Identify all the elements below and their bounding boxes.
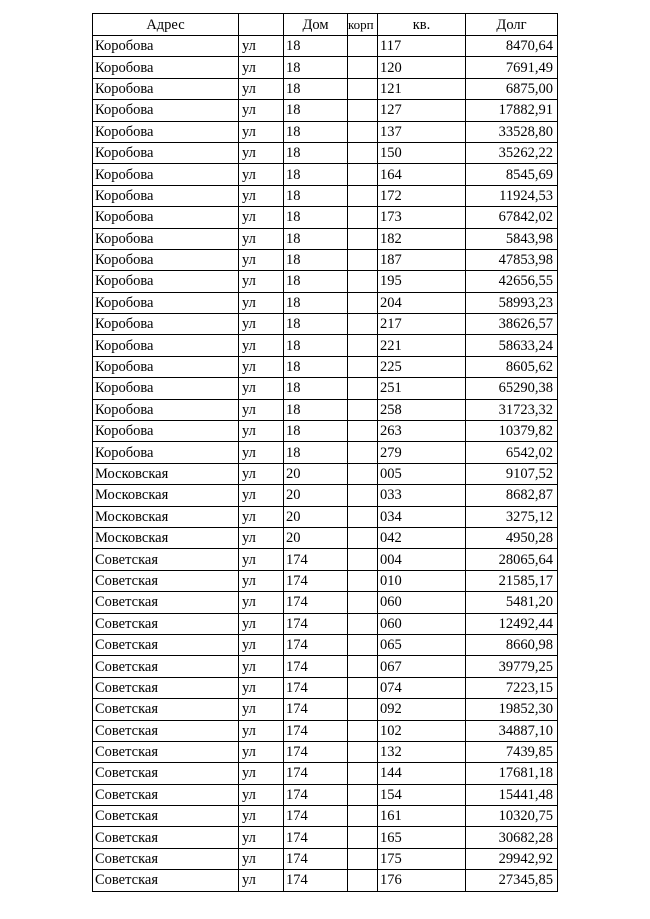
debt-cell: 58633,24 <box>466 335 558 356</box>
debt-cell: 6875,00 <box>466 78 558 99</box>
table-row <box>93 870 558 891</box>
street-type-cell: ул <box>239 806 284 827</box>
table-row <box>93 314 558 335</box>
apartment-cell: 172 <box>378 185 466 206</box>
apartment-cell: 204 <box>378 292 466 313</box>
apartment-cell: 150 <box>378 142 466 163</box>
house-cell: 174 <box>284 656 348 677</box>
debt-cell: 8660,98 <box>466 634 558 655</box>
debt-cell: 10320,75 <box>466 806 558 827</box>
table-row <box>93 549 558 570</box>
street-cell: Коробова <box>93 249 239 270</box>
street-cell: Московская <box>93 463 239 484</box>
apartment-cell: 005 <box>378 463 466 484</box>
street-type-cell: ул <box>239 613 284 634</box>
house-cell: 18 <box>284 57 348 78</box>
table-row <box>93 121 558 142</box>
debt-cell: 17882,91 <box>466 100 558 121</box>
house-cell: 174 <box>284 634 348 655</box>
street-type-cell: ул <box>239 36 284 57</box>
korp-cell <box>348 421 378 442</box>
street-cell: Советская <box>93 549 239 570</box>
korp-cell <box>348 848 378 869</box>
debt-cell: 38626,57 <box>466 314 558 335</box>
table-row <box>93 656 558 677</box>
debt-cell: 5843,98 <box>466 228 558 249</box>
korp-cell <box>348 57 378 78</box>
apartment-cell: 004 <box>378 549 466 570</box>
house-cell: 20 <box>284 485 348 506</box>
street-cell: Коробова <box>93 228 239 249</box>
debt-cell: 65290,38 <box>466 378 558 399</box>
table-row <box>93 827 558 848</box>
street-cell: Советская <box>93 763 239 784</box>
street-type-cell: ул <box>239 549 284 570</box>
apartment-cell: 175 <box>378 848 466 869</box>
debt-table <box>92 13 558 892</box>
table-row <box>93 100 558 121</box>
street-cell: Московская <box>93 527 239 548</box>
street-type-cell: ул <box>239 378 284 399</box>
debt-cell: 27345,85 <box>466 870 558 891</box>
apartment-cell: 217 <box>378 314 466 335</box>
korp-cell <box>348 463 378 484</box>
street-type-cell: ул <box>239 356 284 377</box>
house-cell: 18 <box>284 36 348 57</box>
house-cell: 20 <box>284 506 348 527</box>
table-body <box>93 36 558 892</box>
debt-cell: 6542,02 <box>466 442 558 463</box>
house-cell: 18 <box>284 78 348 99</box>
apartment-cell: 033 <box>378 485 466 506</box>
apartment-cell: 120 <box>378 57 466 78</box>
korp-cell <box>348 806 378 827</box>
street-type-cell: ул <box>239 527 284 548</box>
debt-cell: 10379,82 <box>466 421 558 442</box>
house-cell: 18 <box>284 442 348 463</box>
table-row <box>93 228 558 249</box>
apartment-cell: 074 <box>378 677 466 698</box>
korp-cell <box>348 335 378 356</box>
table-row <box>93 185 558 206</box>
korp-cell <box>348 720 378 741</box>
house-cell: 18 <box>284 399 348 420</box>
table-row <box>93 592 558 613</box>
korp-cell <box>348 314 378 335</box>
apartment-cell: 173 <box>378 207 466 228</box>
street-type-cell: ул <box>239 78 284 99</box>
table-row <box>93 421 558 442</box>
street-cell: Коробова <box>93 292 239 313</box>
debt-cell: 12492,44 <box>466 613 558 634</box>
street-type-cell: ул <box>239 207 284 228</box>
apartment-cell: 065 <box>378 634 466 655</box>
street-cell: Советская <box>93 870 239 891</box>
apartment-cell: 187 <box>378 249 466 270</box>
house-cell: 18 <box>284 207 348 228</box>
street-type-cell: ул <box>239 570 284 591</box>
house-cell: 174 <box>284 699 348 720</box>
header-street-type <box>239 14 284 36</box>
korp-cell <box>348 164 378 185</box>
house-cell: 18 <box>284 142 348 163</box>
korp-cell <box>348 142 378 163</box>
street-cell: Московская <box>93 485 239 506</box>
street-type-cell: ул <box>239 656 284 677</box>
apartment-cell: 060 <box>378 592 466 613</box>
korp-cell <box>348 207 378 228</box>
house-cell: 18 <box>284 314 348 335</box>
korp-cell <box>348 763 378 784</box>
table-row <box>93 677 558 698</box>
street-cell: Коробова <box>93 142 239 163</box>
table-row <box>93 36 558 57</box>
house-cell: 174 <box>284 677 348 698</box>
korp-cell <box>348 78 378 99</box>
table-row <box>93 271 558 292</box>
street-type-cell: ул <box>239 121 284 142</box>
table-header <box>93 14 558 36</box>
korp-cell <box>348 634 378 655</box>
korp-cell <box>348 485 378 506</box>
korp-cell <box>348 356 378 377</box>
street-type-cell: ул <box>239 142 284 163</box>
korp-cell <box>348 827 378 848</box>
debt-cell: 39779,25 <box>466 656 558 677</box>
house-cell: 18 <box>284 164 348 185</box>
street-type-cell: ул <box>239 164 284 185</box>
apartment-cell: 144 <box>378 763 466 784</box>
apartment-cell: 102 <box>378 720 466 741</box>
korp-cell <box>348 271 378 292</box>
apartment-cell: 251 <box>378 378 466 399</box>
korp-cell <box>348 677 378 698</box>
apartment-cell: 258 <box>378 399 466 420</box>
house-cell: 174 <box>284 720 348 741</box>
street-type-cell: ул <box>239 463 284 484</box>
korp-cell <box>348 506 378 527</box>
street-cell: Коробова <box>93 421 239 442</box>
table-row <box>93 78 558 99</box>
debt-cell: 7691,49 <box>466 57 558 78</box>
korp-cell <box>348 613 378 634</box>
apartment-cell: 195 <box>378 271 466 292</box>
house-cell: 174 <box>284 827 348 848</box>
debt-cell: 8682,87 <box>466 485 558 506</box>
table-row <box>93 463 558 484</box>
debt-cell: 17681,18 <box>466 763 558 784</box>
table-row <box>93 485 558 506</box>
street-cell: Коробова <box>93 207 239 228</box>
debt-cell: 30682,28 <box>466 827 558 848</box>
korp-cell <box>348 592 378 613</box>
house-cell: 174 <box>284 763 348 784</box>
street-cell: Коробова <box>93 442 239 463</box>
debt-cell: 7439,85 <box>466 741 558 762</box>
table-row <box>93 806 558 827</box>
header-house: Дом <box>284 14 348 36</box>
street-type-cell: ул <box>239 271 284 292</box>
korp-cell <box>348 292 378 313</box>
street-cell: Коробова <box>93 335 239 356</box>
street-type-cell: ул <box>239 741 284 762</box>
debt-cell: 67842,02 <box>466 207 558 228</box>
house-cell: 20 <box>284 463 348 484</box>
debt-cell: 7223,15 <box>466 677 558 698</box>
street-type-cell: ул <box>239 784 284 805</box>
table-row <box>93 506 558 527</box>
house-cell: 18 <box>284 271 348 292</box>
street-type-cell: ул <box>239 870 284 891</box>
street-cell: Коробова <box>93 356 239 377</box>
debt-cell: 8545,69 <box>466 164 558 185</box>
house-cell: 174 <box>284 870 348 891</box>
street-type-cell: ул <box>239 827 284 848</box>
street-type-cell: ул <box>239 848 284 869</box>
table-row <box>93 784 558 805</box>
korp-cell <box>348 185 378 206</box>
debt-cell: 5481,20 <box>466 592 558 613</box>
korp-cell <box>348 228 378 249</box>
house-cell: 174 <box>284 570 348 591</box>
table-row <box>93 378 558 399</box>
street-type-cell: ул <box>239 314 284 335</box>
table-row <box>93 57 558 78</box>
street-cell: Коробова <box>93 378 239 399</box>
table-row <box>93 720 558 741</box>
house-cell: 20 <box>284 527 348 548</box>
apartment-cell: 042 <box>378 527 466 548</box>
debt-cell: 29942,92 <box>466 848 558 869</box>
korp-cell <box>348 870 378 891</box>
debt-cell: 21585,17 <box>466 570 558 591</box>
debt-cell: 33528,80 <box>466 121 558 142</box>
apartment-cell: 121 <box>378 78 466 99</box>
table-row <box>93 335 558 356</box>
apartment-cell: 221 <box>378 335 466 356</box>
table-row <box>93 292 558 313</box>
house-cell: 174 <box>284 613 348 634</box>
street-type-cell: ул <box>239 634 284 655</box>
house-cell: 18 <box>284 335 348 356</box>
table-row <box>93 613 558 634</box>
korp-cell <box>348 699 378 720</box>
street-type-cell: ул <box>239 185 284 206</box>
house-cell: 18 <box>284 249 348 270</box>
table-row <box>93 741 558 762</box>
korp-cell <box>348 249 378 270</box>
street-type-cell: ул <box>239 292 284 313</box>
house-cell: 18 <box>284 421 348 442</box>
apartment-cell: 067 <box>378 656 466 677</box>
street-cell: Советская <box>93 634 239 655</box>
house-cell: 18 <box>284 100 348 121</box>
korp-cell <box>348 36 378 57</box>
debt-cell: 58993,23 <box>466 292 558 313</box>
street-cell: Советская <box>93 806 239 827</box>
street-type-cell: ул <box>239 592 284 613</box>
street-cell: Коробова <box>93 100 239 121</box>
house-cell: 174 <box>284 806 348 827</box>
header-apartment: кв. <box>378 14 466 36</box>
table-row <box>93 527 558 548</box>
korp-cell <box>348 570 378 591</box>
street-type-cell: ул <box>239 249 284 270</box>
apartment-cell: 137 <box>378 121 466 142</box>
house-cell: 18 <box>284 185 348 206</box>
apartment-cell: 225 <box>378 356 466 377</box>
street-type-cell: ул <box>239 399 284 420</box>
table-row <box>93 570 558 591</box>
street-cell: Советская <box>93 656 239 677</box>
table-row <box>93 164 558 185</box>
street-type-cell: ул <box>239 720 284 741</box>
street-type-cell: ул <box>239 485 284 506</box>
apartment-cell: 161 <box>378 806 466 827</box>
apartment-cell: 127 <box>378 100 466 121</box>
debt-cell: 42656,55 <box>466 271 558 292</box>
street-cell: Коробова <box>93 57 239 78</box>
street-cell: Коробова <box>93 314 239 335</box>
street-cell: Коробова <box>93 78 239 99</box>
street-cell: Советская <box>93 570 239 591</box>
apartment-cell: 132 <box>378 741 466 762</box>
debt-cell: 9107,52 <box>466 463 558 484</box>
street-type-cell: ул <box>239 506 284 527</box>
table-row <box>93 399 558 420</box>
house-cell: 174 <box>284 549 348 570</box>
street-cell: Коробова <box>93 164 239 185</box>
street-cell: Коробова <box>93 185 239 206</box>
table-row <box>93 356 558 377</box>
house-cell: 18 <box>284 228 348 249</box>
street-type-cell: ул <box>239 763 284 784</box>
korp-cell <box>348 100 378 121</box>
street-type-cell: ул <box>239 699 284 720</box>
street-cell: Советская <box>93 784 239 805</box>
house-cell: 174 <box>284 592 348 613</box>
korp-cell <box>348 378 378 399</box>
house-cell: 18 <box>284 356 348 377</box>
debt-cell: 3275,12 <box>466 506 558 527</box>
debt-cell: 19852,30 <box>466 699 558 720</box>
apartment-cell: 034 <box>378 506 466 527</box>
street-type-cell: ул <box>239 100 284 121</box>
debt-cell: 4950,28 <box>466 527 558 548</box>
korp-cell <box>348 549 378 570</box>
table-row <box>93 442 558 463</box>
street-cell: Коробова <box>93 271 239 292</box>
apartment-cell: 010 <box>378 570 466 591</box>
apartment-cell: 164 <box>378 164 466 185</box>
apartment-cell: 176 <box>378 870 466 891</box>
korp-cell <box>348 121 378 142</box>
street-type-cell: ул <box>239 421 284 442</box>
table-row <box>93 142 558 163</box>
table-row <box>93 249 558 270</box>
korp-cell <box>348 741 378 762</box>
house-cell: 18 <box>284 121 348 142</box>
korp-cell <box>348 527 378 548</box>
street-cell: Советская <box>93 592 239 613</box>
debt-cell: 15441,48 <box>466 784 558 805</box>
table-row <box>93 207 558 228</box>
header-debt: Долг <box>466 14 558 36</box>
table-row <box>93 634 558 655</box>
house-cell: 174 <box>284 784 348 805</box>
street-type-cell: ул <box>239 442 284 463</box>
debt-cell: 34887,10 <box>466 720 558 741</box>
apartment-cell: 263 <box>378 421 466 442</box>
street-type-cell: ул <box>239 57 284 78</box>
house-cell: 174 <box>284 741 348 762</box>
street-cell: Советская <box>93 741 239 762</box>
header-korp: корп <box>348 14 378 36</box>
apartment-cell: 060 <box>378 613 466 634</box>
korp-cell <box>348 399 378 420</box>
korp-cell <box>348 656 378 677</box>
table-row <box>93 699 558 720</box>
header-row <box>93 14 558 36</box>
korp-cell <box>348 442 378 463</box>
apartment-cell: 182 <box>378 228 466 249</box>
street-cell: Советская <box>93 613 239 634</box>
debt-cell: 8470,64 <box>466 36 558 57</box>
debt-cell: 28065,64 <box>466 549 558 570</box>
house-cell: 18 <box>284 378 348 399</box>
apartment-cell: 117 <box>378 36 466 57</box>
street-cell: Советская <box>93 827 239 848</box>
street-cell: Коробова <box>93 121 239 142</box>
street-type-cell: ул <box>239 677 284 698</box>
street-cell: Коробова <box>93 399 239 420</box>
street-cell: Советская <box>93 848 239 869</box>
street-cell: Московская <box>93 506 239 527</box>
street-cell: Советская <box>93 720 239 741</box>
apartment-cell: 092 <box>378 699 466 720</box>
debt-cell: 47853,98 <box>466 249 558 270</box>
street-cell: Коробова <box>93 36 239 57</box>
table-row <box>93 848 558 869</box>
debt-cell: 35262,22 <box>466 142 558 163</box>
street-cell: Советская <box>93 699 239 720</box>
street-type-cell: ул <box>239 335 284 356</box>
street-type-cell: ул <box>239 228 284 249</box>
korp-cell <box>348 784 378 805</box>
house-cell: 18 <box>284 292 348 313</box>
header-address: Адрес <box>93 14 239 36</box>
apartment-cell: 279 <box>378 442 466 463</box>
apartment-cell: 165 <box>378 827 466 848</box>
street-cell: Советская <box>93 677 239 698</box>
debt-cell: 8605,62 <box>466 356 558 377</box>
house-cell: 174 <box>284 848 348 869</box>
table-row <box>93 763 558 784</box>
apartment-cell: 154 <box>378 784 466 805</box>
debt-cell: 31723,32 <box>466 399 558 420</box>
debt-cell: 11924,53 <box>466 185 558 206</box>
